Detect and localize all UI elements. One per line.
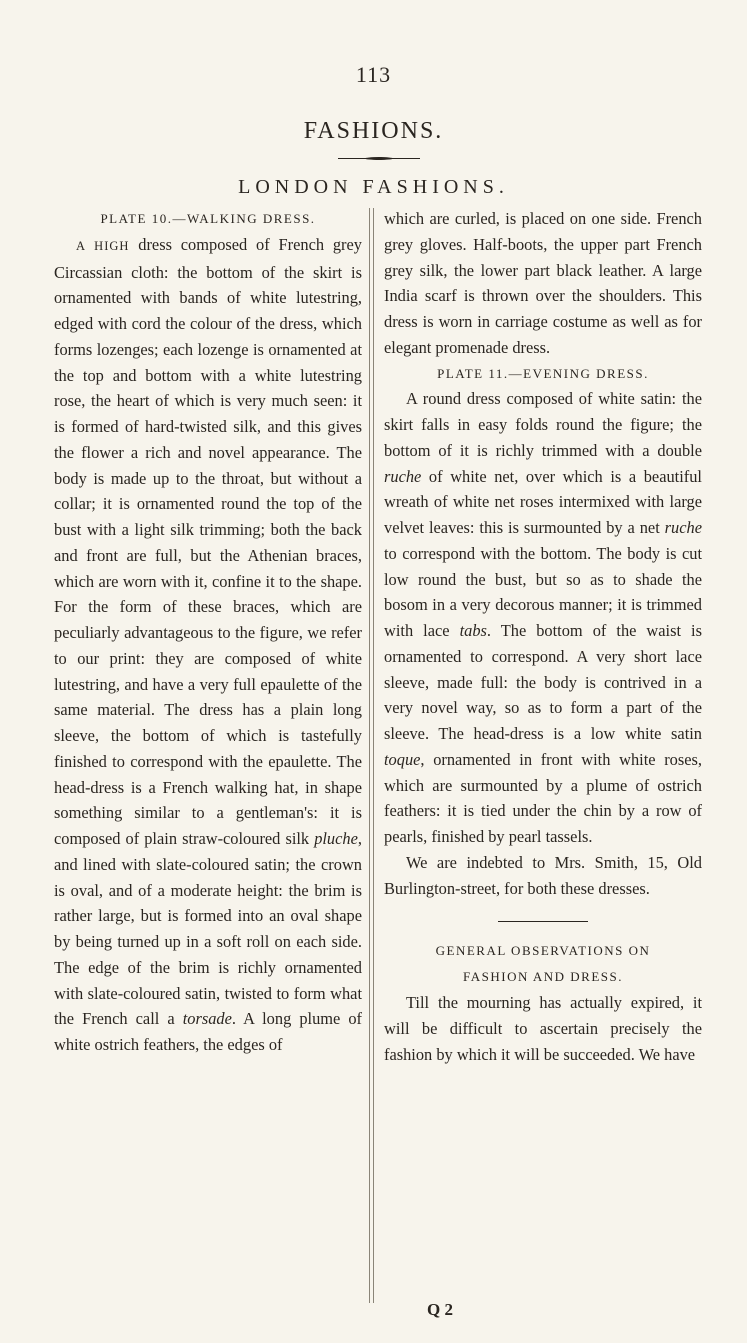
page-number: 113 xyxy=(355,62,392,87)
plate-10-text-3: . A long plume of white ostrich feathers, the edges of xyxy=(54,1009,362,1054)
plate-11-text-3: to correspond with the bottom. The body is cut low round the bust, but so as to shade the bosom in a very decorous manner; it is trimmed with lace xyxy=(384,543,702,640)
italic-term: pluche xyxy=(314,829,358,848)
plate-10-text: dress composed of French grey Circassian cloth: the bottom of the skirt is ornamented with bands of white lutestring, edged with cord the colour of the dress, which forms lozenges; each lozenge is ornamented at the top and bottom with a white lutestring rose, the heart of which is very much seen: it is formed of hard-twisted silk, and this gives the flower a rich and novel appearance. The body is made up to the throat, but without a collar; it is ornamented round the top of the bust with a light silk trimming; both the back and front are full, but the Athenian braces, which are worn with it, confine it to the shape. For the form of these braces, which are peculiarly advantageous to the figure, we refer to our print: they are composed of white lutestring, and have a very full epaulette of the same material. The dress has a plain long sleeve, the bottom of which is tastefully finished to correspond with the epaulette. The head-dress is a French walking hat, in shape something similar to a gentleman's: it is composed of plain straw-coloured silk xyxy=(54,234,362,848)
italic-term: tabs xyxy=(459,621,487,640)
credit-paragraph: We are indebted to Mrs. Smith, 15, Old Burlington-street, for both these dresses. xyxy=(384,852,702,898)
plate-10-heading: PLATE 10.—WALKING DRESS. xyxy=(100,211,316,226)
section-subtitle: LONDON FASHIONS. xyxy=(238,176,509,198)
general-observations-heading: GENERAL OBSERVATIONS ON xyxy=(435,943,651,959)
right-column xyxy=(384,206,702,1068)
plate-11-text-4: . The bottom of the waist is ornamented to correspond. A very short lace sleeve, made full: the body is contrived in a very novel way, so as to form a part of the sleeve. The head-dress is a low white satin xyxy=(384,621,702,743)
lead-word: A HIGH xyxy=(76,238,130,253)
italic-term: torsade xyxy=(182,1009,232,1029)
section-divider xyxy=(498,921,588,922)
left-column xyxy=(54,206,362,1058)
page-title: FASHIONS. xyxy=(303,118,444,144)
column-divider-inner xyxy=(373,208,374,1303)
plate-11-description xyxy=(384,386,702,850)
plate-11-text-2: of white net, over which is a beautiful wreath of white net roses intermixed with large velvet leaves: this is surmounted by a net xyxy=(384,466,702,537)
plate-10-text-2: , and lined with slate-coloured satin; the crown is oval, and of a moderate height: the brim is rather large, but is formed into an oval shape by being turned up in a soft roll on each side. The edge of the brim is richly ornamented with slate-coloured satin, twisted to form what the French call a xyxy=(54,829,362,1029)
plate-11-text-5: , ornamented in front with white roses, which are surmounted by a plume of ostrich feathers: it is tied under the chin by a row of pearls, finished by pearl tassels. xyxy=(384,749,702,846)
plate-10-continuation: which are curled, is placed on one side. French grey gloves. Half-boots, the upper part French grey silk, the lower part black leather. A large India scarf is thrown over the shoulders. This dress is worn in carriage costume as well as for elegant promenade dress. xyxy=(384,209,702,357)
plate-11-text: A round dress composed of white satin: the skirt falls in easy folds round the figure; the bottom of it is richly trimmed with a double xyxy=(384,389,702,460)
plate-11-heading: PLATE 11.—EVENING DRESS. xyxy=(437,365,649,381)
general-observations-text: Till the mourning has actually expired, it will be difficult to ascertain precisely the fashion by which it will be succeeded. We have xyxy=(384,993,702,1064)
plate-10-description xyxy=(54,232,362,1058)
signature-mark: Q 2 xyxy=(427,1300,453,1319)
italic-term: toque xyxy=(384,749,421,769)
italic-term: ruche xyxy=(664,518,702,537)
fashion-dress-heading: FASHION AND DRESS. xyxy=(462,969,624,985)
column-divider xyxy=(369,208,370,1303)
italic-term: ruche xyxy=(384,466,422,486)
title-ornament xyxy=(338,157,420,160)
